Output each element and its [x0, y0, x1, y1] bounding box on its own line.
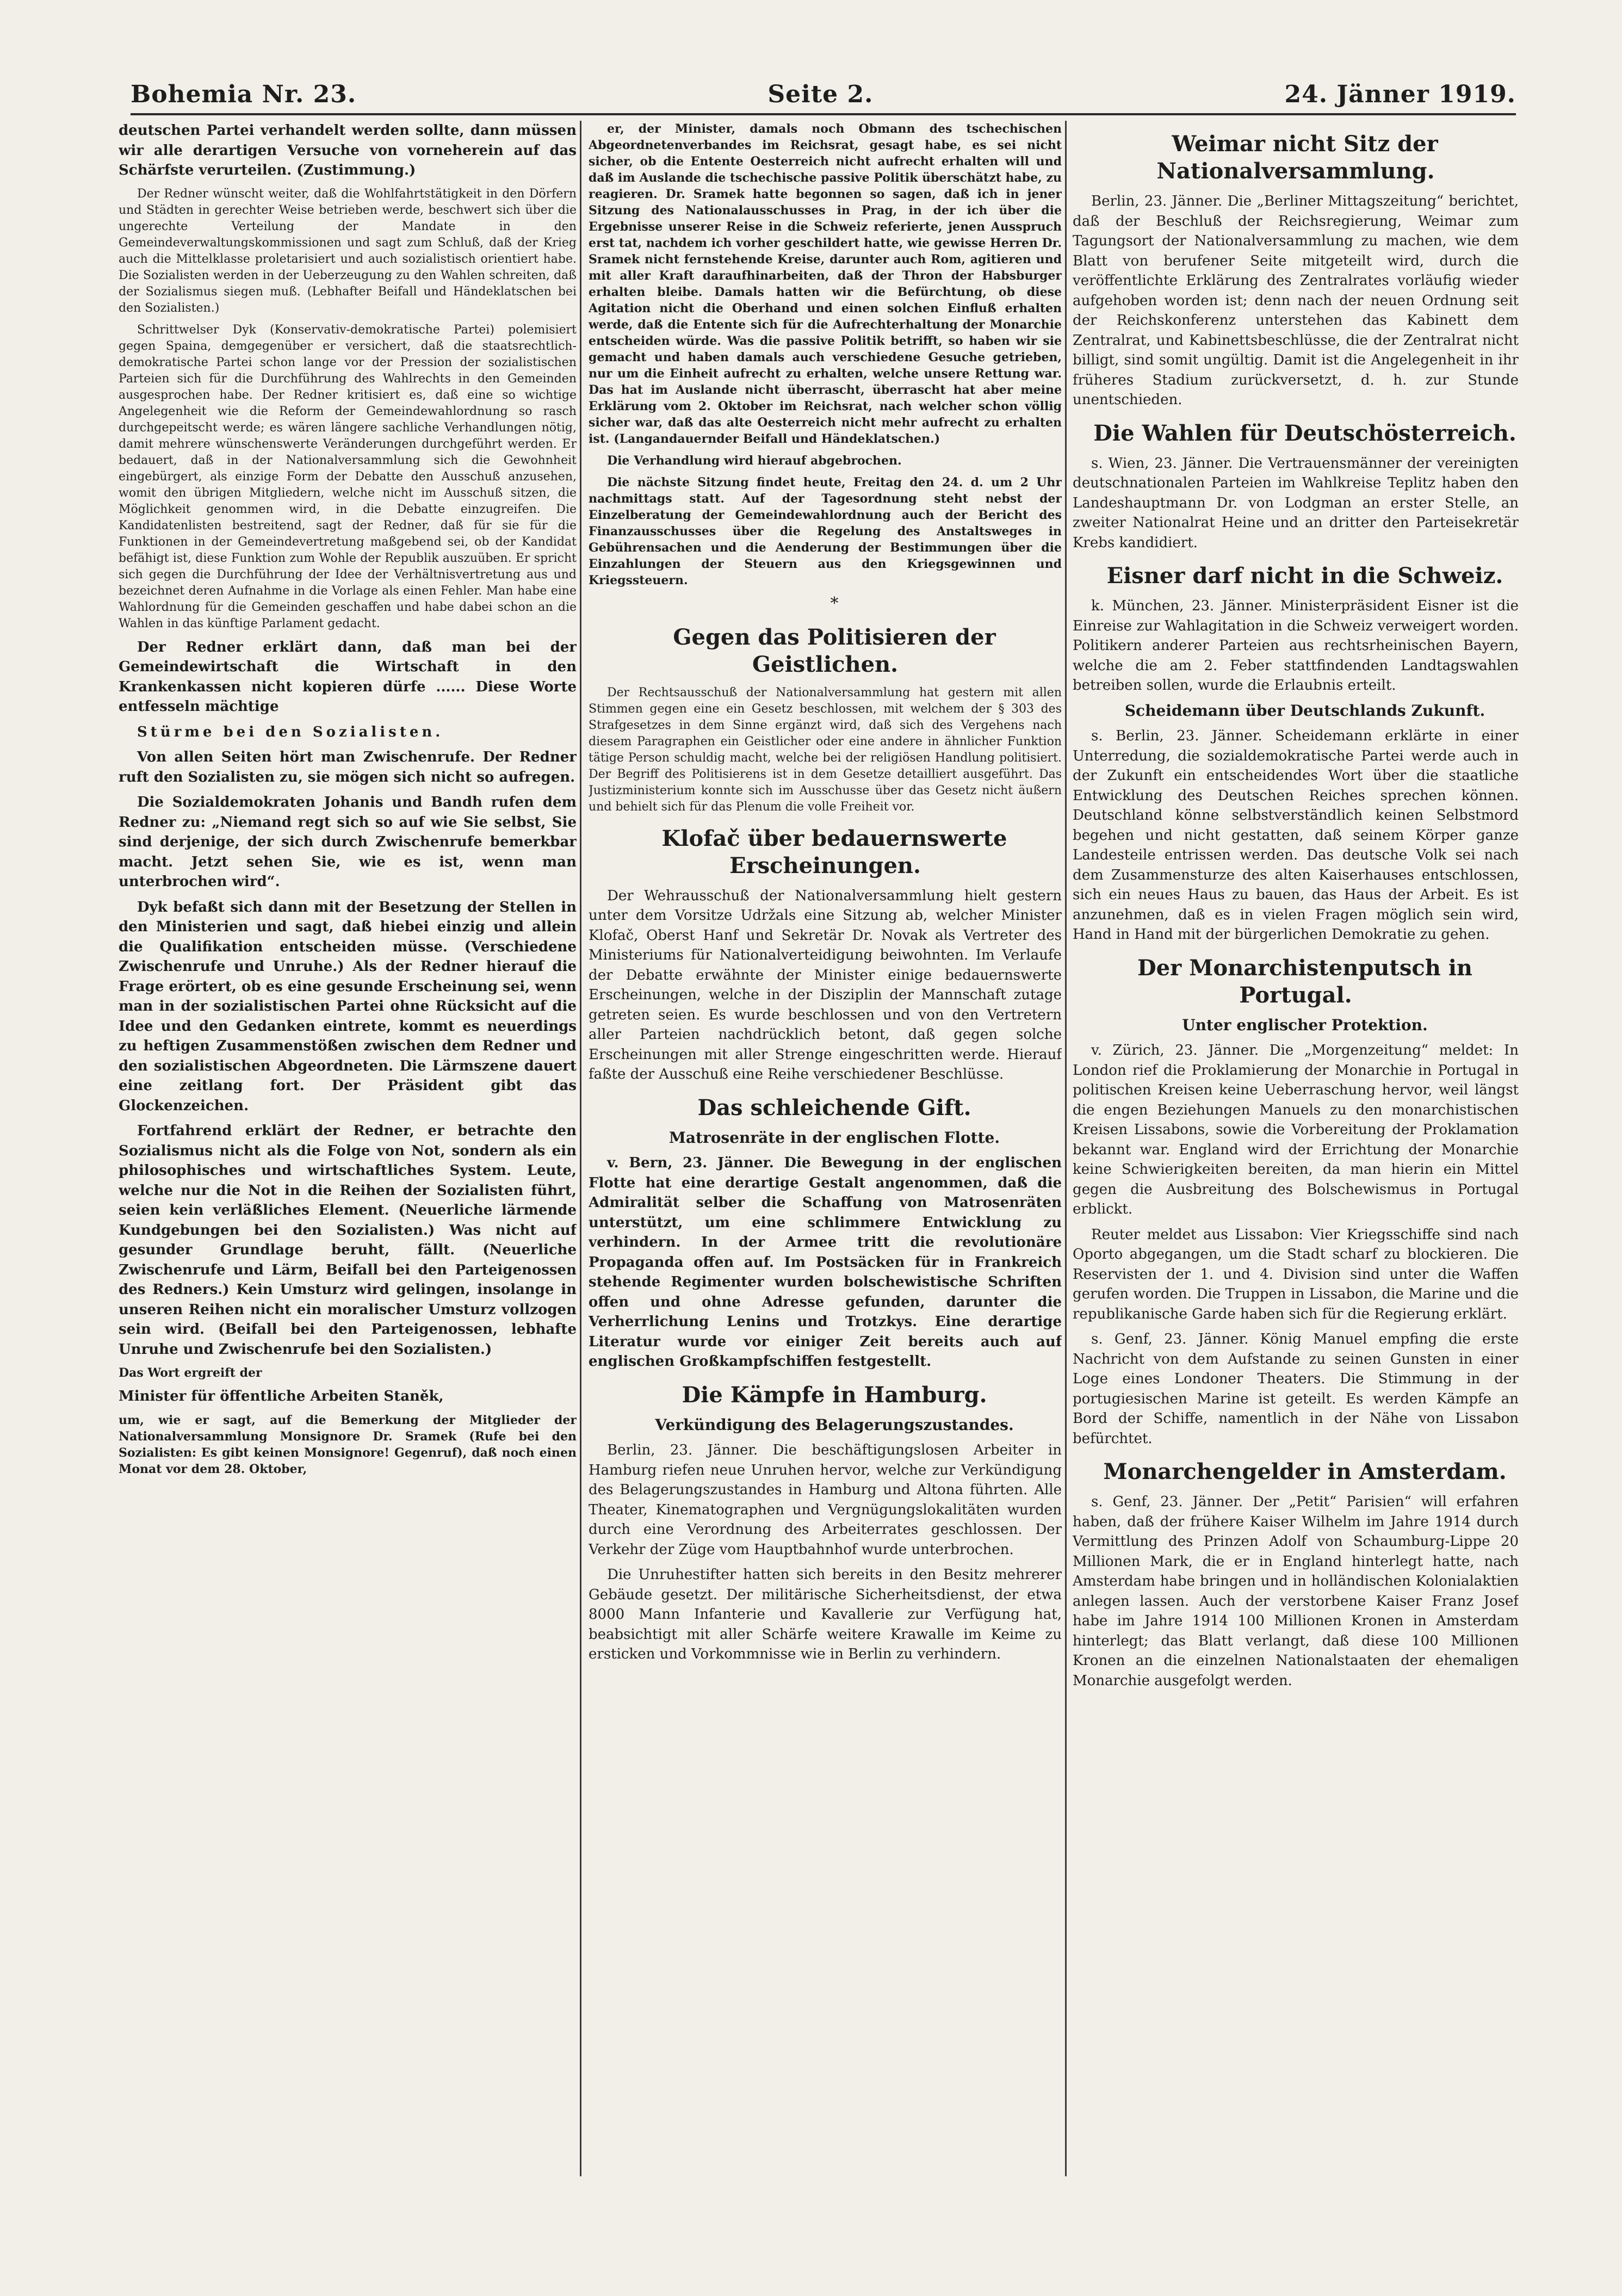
page-header: [131, 81, 1516, 115]
col3-paragraph: v. Zürich, 23. Jänner. Die „Morgenzeitung“ meldet: In London rief die Proklamierung der Monarchie in Portugal in politischen Kreisen keine Ueberraschung hervor, weil längst die engen Beziehungen Manuels zu den monarchistischen Kreisen Lissabons, sowie die Vorbereitung der Proklamation bekannt war. England wird der Errichtung der Monarchie keine Schwierigkeiten bereiten, da man hierin ein Mittel gegen die Ausbreitung des Bolschewismus in Portugal erblickt.: [1073, 1042, 1519, 1217]
page-header-date: 24. Jänner 1919.: [1284, 81, 1516, 108]
col2-subheadline: Matrosenräte in der englischen Flotte.: [668, 1128, 1000, 1147]
col1-paragraph: um, wie er sagt, auf die Bemerkung der Mitglieder der Nationalversammlung Monsignore Dr. Sramek (Rufe bei den Sozialisten: Es gibt keinen Monsignore! Gegenruf), daß noch einen Monat vor dem 28. Oktober,: [119, 1413, 577, 1476]
page-header-page-number: Seite 2.: [767, 81, 874, 108]
col3-paragraph: s. Wien, 23. Jänner. Die Vertrauensmänner der vereinigten deutschnationalen Parteien im Wahlkreise Teplitz haben den Landeshauptmann Dr. von Lodgman an erster Stelle, an zweiter Nationalrat Heine und an dritter den Parteisekretär Krebs kandidiert.: [1073, 455, 1519, 551]
col2-subheadline: Verkündigung des Belagerungszustandes.: [655, 1415, 1014, 1434]
col2-paragraph: Die Unruhestifter hatten sich bereits in den Besitz mehrerer Gebäude gesetzt. Der militärische Sicherheitsdienst, der etwa 8000 Mann Infanterie und Kavallerie zur Verfügung hat, beabsichtigt mit aller Schärfe weitere Krawalle im Keime zu ersticken und Vorkommnisse wie in Berlin zu verhindern.: [589, 1567, 1062, 1662]
page-header-paper: Bohemia Nr. 23.: [131, 81, 357, 108]
column-2: [589, 121, 1062, 1670]
col1-paragraph: Von allen Seiten hört man Zwischenrufe. Der Redner ruft den Sozialisten zu, sie mögen sich nicht so aufregen.: [119, 749, 577, 785]
col2-headline: Die Kämpfe in Hamburg.: [682, 1382, 987, 1408]
col1-paragraph: deutschen Partei verhandelt werden sollte, dann müssen wir alle derartigen Versuche von vorneherein auf das Schärfste verurteilen. (Zustimmung.): [119, 122, 577, 178]
col1-paragraph: Das Wort ergreift der: [119, 1366, 262, 1380]
col2-paragraph: Die Verhandlung wird hierauf abgebrochen.: [607, 454, 902, 468]
col2-paragraph: Der Rechtsausschuß der Nationalversammlung hat gestern mit allen Stimmen gegen eine ein Gesetz beschlossen, mit welchem der § 303 des Strafgesetzes in dem Sinne ergänzt wird, daß sich des Vergehens nach diesem Paragraphen ein Geistlicher oder eine andere in ähnlicher Funktion tätige Person schuldig macht, welche bei der religiösen Handlung politisiert. Der Begriff des Politisierens ist in dem Gesetze detailliert ausgeführt. Das Justizministerium konnte sich im Ausschusse über das Gesetz nicht äußern und behielt sich für das Plenum die volle Freiheit vor.: [589, 685, 1062, 814]
col1-paragraph: Der Redner wünscht weiter, daß die Wohlfahrtstätigkeit in den Dörfern und Städten in gerechter Weise betrieben werde, beschwert sich über die ungerechte Verteilung der Mandate in den Gemeindeverwaltungskommissionen und sagt zum Schluß, daß der Krieg auch die Mittelklasse proletarisiert und auch sozialistisch orientiert habe. Die Sozialisten werden in der Ueberzeugung zu den Wahlen schreiten, daß der Sozialismus siegen muß. (Lebhafter Beifall und Händeklatschen bei den Sozialisten.): [119, 187, 577, 315]
col3-headline: Der Monarchistenputsch in Portugal.: [1137, 955, 1472, 1008]
col1-paragraph: Dyk befaßt sich dann mit der Besetzung der Stellen in den Ministerien und sagt, daß hiebei einzig und allein die Qualifikation entscheiden müsse. (Verschiedene Zwischenrufe und Unruhe.) Als der Redner hierauf die Frage erörtert, ob es eine gesunde Erscheinung sei, wenn man in der sozialistischen Partei ohne Rücksicht auf die Idee und den Gedanken eintrete, kommt es neuerdings zu heftigen Zusammenstößen zwischen dem Redner und den sozialistischen Abgeordneten. Die Lärmszene dauert eine zeitlang fort. Der Präsident gibt das Glockenzeichen.: [119, 899, 577, 1114]
col2-paragraph: v. Bern, 23. Jänner. Die Bewegung in der englischen Flotte hat eine derartige Gestalt angenommen, daß die Admiralität selber die Schaffung von Matrosenräten unterstützt, um eine schlimmere Entwicklung zu verhindern. In der Armee tritt die revolutionäre Propaganda offen auf. Im Postsäcken für in Frankreich stehende Regimenter wurden bolschewistische Schriften offen und ohne Adresse gefunden, darunter die Verherrlichung Lenins und Trotzkys. Eine derartige Literatur wurde vor einiger Zeit bereits auch auf englischen Großkampfschiffen festgestellt.: [589, 1155, 1062, 1370]
col3-headline: Weimar nicht Sitz der Nationalversammlung.: [1156, 131, 1438, 184]
col3-headline: Die Wahlen für Deutschösterreich.: [1093, 420, 1516, 446]
col3-headline: Eisner darf nicht in die Schweiz.: [1106, 563, 1503, 589]
col3-subheadline: Scheidemann über Deutschlands Zukunft.: [1124, 701, 1485, 720]
col3-paragraph: k. München, 23. Jänner. Ministerpräsident Eisner ist die Einreise zur Wahlagitation in die Schweiz verweigert worden. Politikern anderer Parteien aus rechtsrheinischen Bayern, welche die am 2. Feber stattfindenden Landtagswahlen betreiben sollen, wurde die Erlaubnis erteilt.: [1073, 598, 1519, 694]
col3-paragraph: s. Genf, 23. Jänner. König Manuel empfing die erste Nachricht von dem Aufstande zu seinen Gunsten in einer Loge eines Londoner Theaters. Die Stimmung in der portugiesischen Marine ist geteilt. Es werden Kämpfe an Bord der Schiffe, namentlich in der Nähe von Lissabon befürchtet.: [1073, 1331, 1519, 1447]
col3-paragraph: s. Genf, 23. Jänner. Der „Petit“ Parisien“ will erfahren haben, daß der frühere Kaiser Wilhelm im Jahre 1914 durch Vermittlung des Prinzen Adolf von Schaumburg-Lippe 20 Millionen Mark, die er in England hinterlegt hatte, nach Amsterdam habe bringen und in holländischen Kolonialaktien anlegen lassen. Auch der verstorbene Kaiser Franz Josef habe im Jahre 1914 100 Millionen Kronen in Amsterdam hinterlegt; das Blatt verlangt, daß diese 100 Millionen Kronen an die einzelnen Nationalstaaten der ehemaligen Monarchie ausgefolgt werden.: [1073, 1494, 1519, 1689]
col1-paragraph: Der Redner erklärt dann, daß man bei der Gemeindewirtschaft die Wirtschaft in den Krankenkassen nicht kopieren dürfe ...... Diese Worte entfesseln mächtige: [119, 639, 577, 715]
col3-headline: Monarchengelder in Amsterdam.: [1103, 1459, 1507, 1484]
col2-paragraph: Die nächste Sitzung findet heute, Freitag den 24. d. um 2 Uhr nachmittags statt. Auf der Tagesordnung steht nebst der Einzelberatung der Gemeindewahlordnung auch der Bericht des Finanzausschusses über die Regelung des Anstaltsweges in Gebührensachen und die Aenderung der Bestimmungen über die Einzahlungen der Steuern aus den Kriegsgewinnen und Kriegssteuern.: [589, 475, 1062, 587]
column-rule-1: [580, 121, 581, 2176]
col1-paragraph: Schrittwelser Dyk (Konservativ-demokratische Partei) polemisiert gegen Spaina, demgegenüber er versichert, daß die staatsrechtlich-demokratische Partei schon lange vor der Pression der sozialistischen Parteien sich für die Durchführung des Wahlrechts in den Gemeinden ausgesprochen habe. Der Redner kritisiert es, daß eine so wichtige Angelegenheit wie die Reform der Gemeindewahlordnung so rasch durchgepeitscht werde; es wären längere sachliche Verhandlungen nötig, damit mehrere wünschenswerte Veränderungen durchgeführt werden. Er bedauert, daß in der Nationalversammlung sich die Gewohnheit eingebürgert, als einzige Form der Debatte den Ausschuß anzusehen, womit den übrigen Mitgliedern, welche nicht im Ausschuß sitzen, die Möglichkeit genommen wird, in die Debatte einzugreifen. Die Kandidatenlisten bestreitend, sagt der Redner, daß für sie für die Funktionen in der Gemeindevertretung maßgebend sei, ob der Kandidat befähigt ist, diese Funktion zum Wohle der Republik auszuüben. Er spricht sich gegen die Durchführung der Idee der Verhältnisvertretung aus und bezeichnet deren Aufnahme in die Vorlage als einen Fehler. Man habe eine Wahlordnung für die Gemeinden geschaffen und habe dabei schon an die Wahlen in das künftige Parlament gedacht.: [119, 323, 577, 630]
col1-paragraph: Stürme bei den Sozialisten.: [137, 723, 444, 740]
col2-paragraph: *: [830, 594, 839, 613]
col2-paragraph: er, der Minister, damals noch Obmann des tschechischen Abgeordnetenverbandes im Reichsrat, gesagt habe, es sei nicht sicher, ob die Entente Oesterreich nicht aufrecht erhalten will und daß im Auslande die tschechische passive Politik überschätzt habe, zu reagieren. Dr. Sramek hatte begonnen so sagen, daß ich in jener Sitzung des Nationalausschusses in Prag, in der ich über die Ergebnisse unserer Reise in die Schweiz referierte, jenen Ausspruch erst tat, nachdem ich vorher geschildert hatte, wie gewisse Herren Dr. Sramek nicht fernstehende Kreise, darunter auch Rom, agitieren und mit aller Kraft daraufhinarbeiten, daß der Thron der Habsburger erhalten bleibe. Damals hatten wir die Befürchtung, ob diese Agitation nicht die Oberhand und einen solchen Einfluß erhalten werde, daß die Entente sich für die Aufrechterhaltung der Monarchie entscheiden würde. Was die passive Politik betrifft, so haben wir sie gemacht und haben damals auch verschiedene Gesuche getrieben, nur um die Einheit aufrecht zu erhalten, welche unsere Rettung war. Das hat im Auslande nicht überrascht, überrascht hat aber meine Erklärung vom 2. Oktober im Reichsrat, nach welcher schon völlig sicher war, daß das alte Oesterreich nicht mehr aufrecht zu erhalten ist. (Langandauernder Beifall und Händeklatschen.): [589, 122, 1062, 446]
col1-paragraph: Minister für öffentliche Arbeiten Staněk,: [119, 1388, 444, 1404]
col2-paragraph: Berlin, 23. Jänner. Die beschäftigungslosen Arbeiter in Hamburg riefen neue Unruhen hervor, welche zur Verkündigung des Belagerungszustandes in Hamburg und Altona führten. Alle Theater, Kinematographen und Vergnügungslokalitäten wurden durch eine Verordnung des Arbeiterrates geschlossen. Der Verkehr der Züge vom Hauptbahnhof wurde unterbrochen.: [589, 1442, 1062, 1558]
col3-paragraph: Berlin, 23. Jänner. Die „Berliner Mittagszeitung“ berichtet, daß der Beschluß der Reichsregierung, Weimar zum Tagungsort der Nationalversammlung zu machen, wie dem Blatt von berufener Seite mitgeteilt wird, durch die veröffentlichte Erklärung des Zentralrates vorläufig wieder aufgehoben worden ist; denn nach der neuen Ordnung seit der Reichskonferenz unterstehen das Kabinett dem Zentralrat, und Kabinettsbeschlüsse, die der Zentralrat nicht billigt, sind somit ungültig. Damit ist die Angelegenheit in ihr früheres Stadium zurückversetzt, d. h. zur Stunde unentschieden.: [1073, 193, 1519, 408]
column-rule-2: [1065, 121, 1067, 2176]
col3-paragraph: s. Berlin, 23. Jänner. Scheidemann erklärte in einer Unterredung, die sozialdemokratische Partei werde auch in der Zukunft ein entscheidendes Wort über die staatliche Entwicklung des Deutschen Reiches sprechen können. Deutschland könne selbstverständlich keinen Selbstmord begehen und nicht gestatten, daß seinem Körper ganze Landesteile entrissen werden. Das deutsche Volk sei nach dem Zusammensturze des alten Kaiserhauses entschlossen, sich ein neues Haus zu bauen, das Haus der Arbeit. Es ist anzunehmen, daß es in vielen Fragen möglich sein wird, Hand in Hand mit der bürgerlichen Demokratie zu gehen.: [1073, 728, 1519, 943]
col2-paragraph: Der Wehrausschuß der Nationalversammlung hielt gestern unter dem Vorsitze Udržals eine Sitzung ab, welcher Minister Klofač, Oberst Hanf und Sekretär Dr. Novak als Vertreter des Ministeriums für Nationalverteidigung beiwohnten. Im Verlaufe der Debatte erwähnte der Minister einige bedauernswerte Erscheinungen, welche in der Disziplin der Mannschaft zutage getreten seien. Es wurde beschlossen und von den Vertretern aller Parteien nachdrücklich betont, daß gegen solche Erscheinungen mit aller Strenge eingeschritten werde. Hierauf faßte der Ausschuß eine Reihe verschiedener Beschlüsse.: [589, 887, 1062, 1082]
col1-paragraph: Fortfahrend erklärt der Redner, er betrachte den Sozialismus nicht als die Folge von Not, sondern als ein philosophisches und wirtschaftliches System. Leute, welche nur die Not in die Reihen der Sozialisten führt, seien kein verläßliches Element. (Neuerliche lärmende Kundgebungen bei den Sozialisten.) Was nicht auf gesunder Grundlage beruht, fällt. (Neuerliche Zwischenrufe und Lärm, Beifall bei den Parteigenossen des Redners.) Kein Umsturz wird gelingen, insolange in unseren Reihen nicht ein moralischer Umsturz vollzogen sein wird. (Beifall bei den Parteigenossen, lebhafte Unruhe und Zwischenrufe bei den Sozialisten.): [119, 1123, 577, 1358]
col2-headline: Gegen das Politisieren der Geistlichen.: [673, 624, 996, 677]
col2-headline: Das schleichende Gift.: [697, 1094, 971, 1121]
column-3: [1073, 121, 1519, 1696]
col1-paragraph: Die Sozialdemokraten Johanis und Bandh rufen dem Redner zu: „Niemand regt sich so auf wie Sie selbst, Sie sind derjenige, der sich durch Zwischenrufe bemerkbar macht. Jetzt sehen Sie, wie es ist, wenn man unterbrochen wird“.: [119, 794, 577, 890]
column-1: [119, 121, 577, 1483]
col2-headline: Klofač über bedauernswerte Erscheinungen.: [661, 825, 1007, 878]
col3-subheadline: Unter englischer Protektion.: [1182, 1016, 1428, 1034]
col3-paragraph: Reuter meldet aus Lissabon: Vier Kriegsschiffe sind nach Oporto abgegangen, um die Stadt scharf zu blockieren. Die Reservisten der 1. und 4. Division sind unter die Waffen gerufen worden. Die Truppen in Lissabon, die Marine und die republikanische Garde haben sich für die Regierung erklärt.: [1073, 1226, 1519, 1322]
